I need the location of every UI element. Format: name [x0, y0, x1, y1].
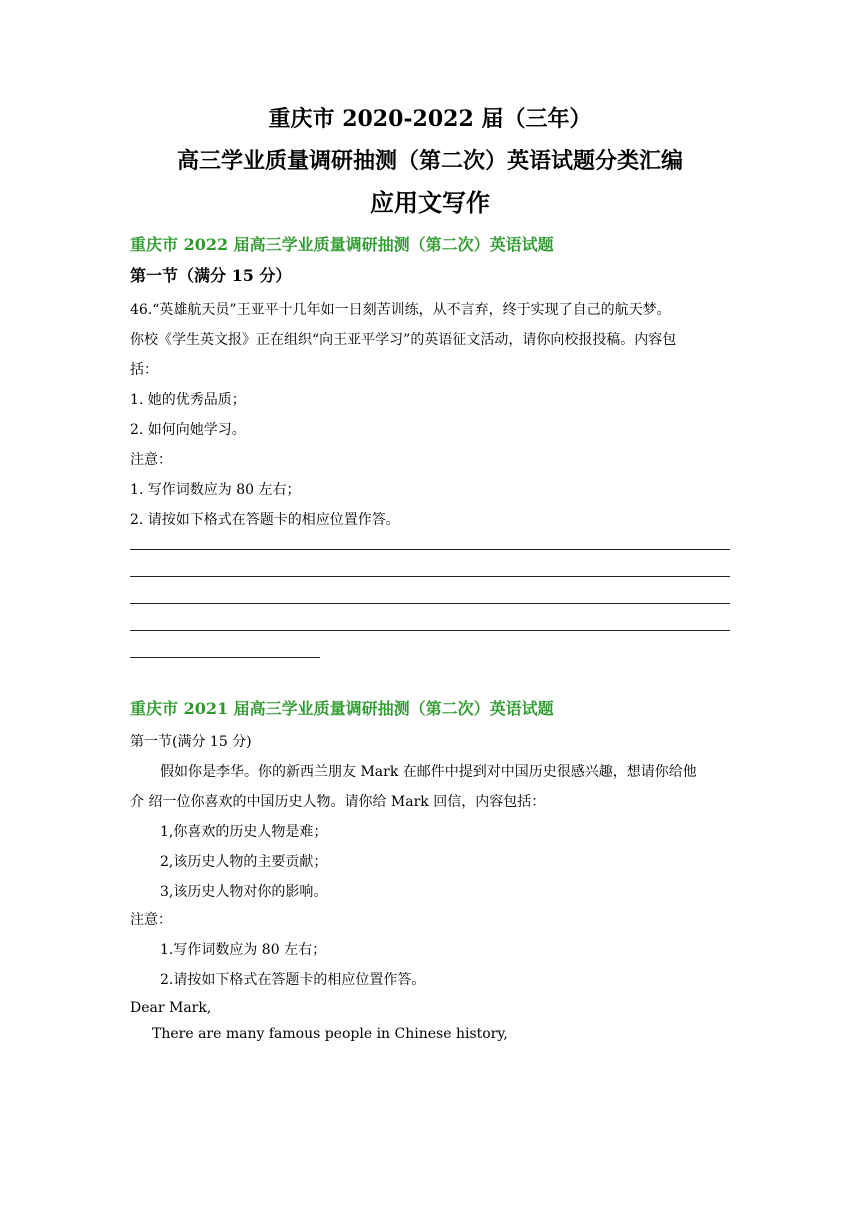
section-2021-line: 假如你是李华。你的新西兰朋友 Mark 在邮件中提到对中国历史很感兴趣，想请你给他: [160, 764, 697, 780]
section-2021-line: 注意：: [130, 912, 172, 928]
section-2022-line: 2. 请按如下格式在答题卡的相应位置作答。: [130, 512, 400, 528]
section-2021-line: 1.写作词数应为 80 左右；: [160, 942, 327, 958]
section-2022-line: 括：: [130, 362, 158, 378]
section-2022-line: 注意：: [130, 452, 172, 468]
letter-salutation: Dear Mark,: [130, 1000, 212, 1016]
section-2021-line: 2,该历史人物的主要贡献；: [160, 854, 328, 870]
section-2022-line: 46.“英雄航天员”王亚平十几年如一日刻苦训练，从不言弃，终于实现了自己的航天梦。: [130, 302, 671, 318]
section-2022-line: 2. 如何向她学习。: [130, 422, 246, 438]
section-2022-heading: 重庆市 2022 届高三学业质量调研抽测（第二次）英语试题: [130, 235, 554, 254]
doc-title-line2: 高三学业质量调研抽测（第二次）英语试题分类汇编: [176, 148, 683, 174]
section-2022-line: 1. 她的优秀品质；: [130, 392, 246, 408]
section-2021-line: 1,你喜欢的历史人物是难；: [160, 824, 328, 840]
section-2021-part: 第一节(满分 15 分): [130, 734, 252, 750]
section-2021-line: 2.请按如下格式在答题卡的相应位置作答。: [160, 972, 426, 988]
answer-line: [130, 630, 730, 631]
letter-opening: There are many famous people in Chinese history,: [152, 1026, 508, 1042]
answer-line: [130, 657, 320, 658]
section-2022-line: 你校《学生英文报》正在组织“向王亚平学习”的英语征文活动，请你向校报投稿。内容包: [130, 332, 677, 348]
answer-line: [130, 576, 730, 577]
section-2021-line: 介 绍一位你喜欢的中国历史人物。请你给 Mark 回信，内容包括：: [130, 794, 546, 810]
doc-title-line1: 重庆市 2020-2022 届（三年）: [268, 106, 592, 132]
section-2021-heading: 重庆市 2021 届高三学业质量调研抽测（第二次）英语试题: [130, 699, 554, 718]
answer-line: [130, 603, 730, 604]
section-2022-part: 第一节（满分 15 分）: [130, 266, 292, 285]
doc-title-line3: 应用文写作: [370, 188, 490, 217]
section-2021-line: 3,该历史人物对你的影响。: [160, 884, 328, 900]
section-2022-line: 1. 写作词数应为 80 左右；: [130, 482, 301, 498]
answer-line: [130, 549, 730, 550]
